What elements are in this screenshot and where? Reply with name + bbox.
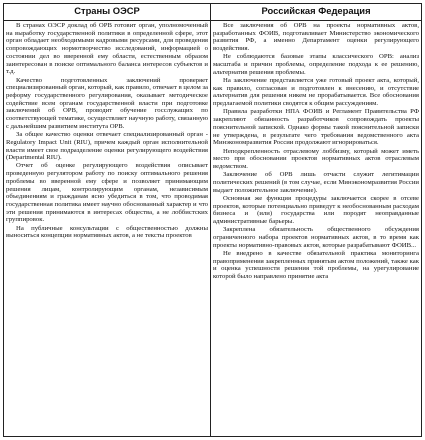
comparison-document	[3, 3, 421, 435]
russia-paragraph-7: Основная же функция процедуры заключается скорее в отсеве проектов, которые потенциально приведут к необоснованным расходам бизнеса и (или) государства или породят неоправданные административные барьеры.	[213, 194, 419, 225]
oecd-paragraph-2: Качество подготовленных заключений проверяет специализированный орган, который, как правило, отвечает в целом за реформу государственного регулирования, оказывает методическое содействие всем органам государственной власти при подготовке заключений об ОРВ, проводит обучение госслужащих по соответствующей тематике, осуществляет научную работу, связанную с дальнейшим развитием института ОРВ.	[6, 76, 209, 130]
russia-paragraph-3: На заключение представляется уже готовый проект акта, который, как правило, согласован и подготовлен к внесению, и отсутствие альтернатив для решения никем не прорабатывается. Все обоснования предлагаемой политики сводятся к общим рассуждениям.	[213, 77, 419, 108]
comparison-table	[3, 3, 422, 437]
russia-paragraph-9: Не внедрено в качестве обязательной практика мониторинга правоприменения закрепленных принятым актом положений, также как и оценка успешности решения той проблемы, на урегулирование которой было направлено принятие акта	[213, 249, 419, 280]
table-row	[4, 21, 422, 437]
cell-russia	[211, 21, 422, 437]
russia-paragraph-6: Заключение об ОРВ лишь отчасти служит легитимации политических решений (в том случае, если Минэкономразвития России выдает положительное заключение).	[213, 171, 419, 194]
russia-paragraph-5: Неподкрепленность отраслевому лоббизму, который может иметь место при обосновании проектов нормативных актов отраслевым ведомством.	[213, 147, 419, 170]
oecd-paragraph-3: За общее качество оценки отвечает специализированный орган - Regulatory Impact Unit (RIU), причем каждый орган исполнительной власти имеет свое подразделение оценки регулирующего воздействия (Departmental RIU).	[6, 131, 208, 162]
table-header-row	[4, 4, 422, 21]
oecd-paragraph-1: В странах ОЭСР доклад об ОРВ готовит орган, уполномоченный на выработку государственной политики в определенной сфере, этот орган обладает необходимыми кадровыми ресурсами, для проведения сопровождающих нормотворчество исследований, информацией о состоянии дел во вверенной ему области, естественным образом заинтересован в поиске оптимального баланса интересов субъектов и т.д.	[6, 22, 208, 76]
header-russia: Российская Федерация	[211, 4, 422, 21]
oecd-paragraph-5: На публичные консультации с общественностью должны выноситься концепции нормативных актов, а не тексты проектов	[6, 224, 208, 240]
header-oecd: Страны ОЭСР	[4, 4, 211, 21]
russia-paragraph-8: Закреплена обязательность общественного обсуждения ограниченного набора проектов нормативных актов, в то время как проекты нормативно-правовых актов, которые разрабатывают ФОИВ...	[213, 226, 419, 249]
russia-paragraph-2: Не соблюдаются базовые этапы классического ОРВ: анализ масштаба и причин проблемы, определение подхода к ее решению, альтернатив решения проблемы.	[213, 53, 419, 76]
cell-oecd	[4, 21, 211, 437]
russia-paragraph-1: Все заключения об ОРВ на проекты нормативных актов, разработанных ФОИВ, подготавливает Министерство экономического развития РФ, а именно Департамент оценки регулирующего воздействия.	[213, 22, 419, 53]
oecd-paragraph-4: Отчет об оценке регулирующего воздействия описывает проведенную регулятором работу по поиску оптимального решения проблемы во вверенной ему сфере и позволяет принимающим решения лицам, контролирующим органам, независимым объединениям и гражданам ясно убедиться в том, что проводимая государственная политика имеет научно обоснованный характер и что эти решения принимаются в интересах общества, а не лоббистских группировок.	[6, 162, 208, 224]
russia-paragraph-4: Правила разработки НПА ФОИВ и Регламент Правительства РФ закрепляют обязанность разработчиков сопровождать проекты пояснительной запиской. Однако формы такой пояснительной записки не утверждена, в результате чего требования ведомственного акта Минэкономразвития России продолжают игнорироваться.	[213, 108, 419, 147]
